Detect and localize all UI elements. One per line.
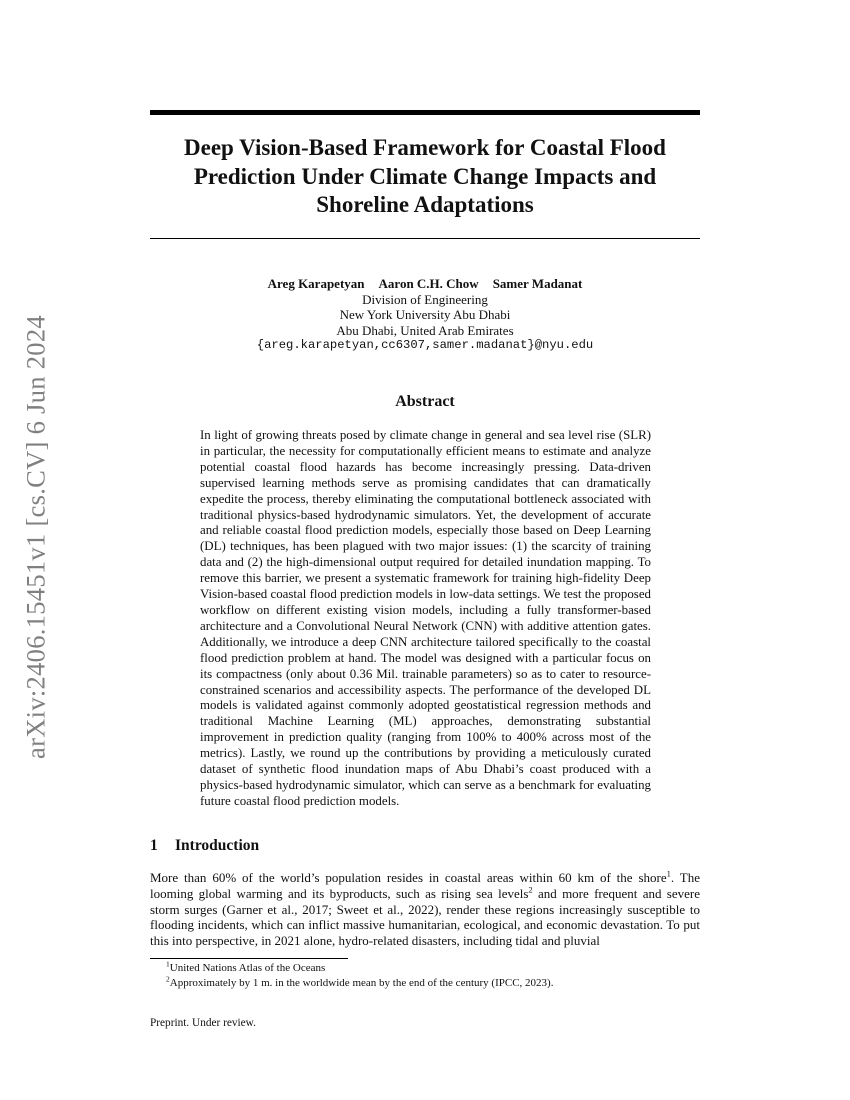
preprint-note: Preprint. Under review. bbox=[150, 1017, 256, 1029]
author-name: Aaron C.H. Chow bbox=[378, 276, 479, 291]
abstract-heading: Abstract bbox=[395, 393, 455, 410]
intro-text-part: and more frequent and severe storm surges (Garner et al., 2017; Sweet et al., 2022), render these regions increasingly susceptible to flooding incidents, which can inflict massive humanitarian, ecological, and economic devastation. To put this into perspective, in 2021 alone, hydro-related disasters, including tidal and pluvial bbox=[150, 885, 700, 949]
affiliation-division: Division of Engineering bbox=[362, 291, 488, 307]
footnote-text: United Nations Atlas of the Oceans bbox=[169, 962, 326, 974]
author-name: Areg Karapetyan bbox=[267, 276, 365, 291]
title-bottom-rule bbox=[150, 238, 700, 239]
footnote-mark: 2 bbox=[166, 973, 170, 983]
footnote-ref: 1 bbox=[666, 868, 671, 879]
footnote-mark: 1 bbox=[166, 959, 170, 969]
section-number: 1 bbox=[150, 837, 158, 854]
arxiv-identifier: arXiv:2406.15451v1 [cs.CV] 6 Jun 2024 bbox=[20, 315, 51, 759]
introduction-paragraph bbox=[150, 870, 700, 949]
author-block bbox=[150, 276, 700, 354]
footnote bbox=[166, 973, 700, 991]
affiliation-university: New York University Abu Dhabi bbox=[339, 307, 511, 322]
section-title: Introduction bbox=[175, 837, 260, 854]
affiliation-location: Abu Dhabi, United Arab Emirates bbox=[336, 322, 514, 338]
footnote-text: Approximately by 1 m. in the worldwide mean by the end of the century (IPCC, 2023). bbox=[169, 976, 554, 989]
intro-text-part: . The looming global warming and its byproducts, such as rising sea levels bbox=[150, 870, 700, 901]
abstract-text: In light of growing threats posed by climate change in general and sea level rise (SLR) in particular, the necessity for computationally efficient means to estimate and analyze potential coastal flood hazards has become increasingly pressing. Data-driven supervised learning methods serve as promising candidates that can dramatically expedite the process, thereby eliminating the computational bottleneck associated with traditional physics-based hydrodynamic simulators. Yet, the development of accurate and reliable coastal flood prediction models, especially those based on Deep Learning (DL) techniques, has been plagued with two major issues: (1) the scarcity of training data and (2) the high-dimensional output required for detailed inundation mapping. To remove this barrier, we present a systematic framework for training high-fidelity Deep Vision-based coastal flood prediction models in low-data settings. We test the proposed workflow on different existing vision models, including a fully transformer-based architecture and a Convolutional Neural Network (CNN) with additive attention gates. Additionally, we introduce a deep CNN architecture tailored specifically to the coastal flood prediction problem at hand. The model was designed with a particular focus on its compactness (only about 0.36 Mil. trainable parameters) so as to cater to resource-constrained scenarios and accessibility aspects. The performance of the developed DL models is validated against commonly adopted geostatistical regression methods and traditional Machine Learning (ML) approaches, demonstrating substantial improvement in prediction quality (ranging from 100% to 400% across most of the metrics). Lastly, we round up the contributions by providing a meticulously curated dataset of synthetic flood inundation maps of Abu Dhabi’s coast produced with a physics-based hydrodynamic simulator, which can serve as a benchmark for evaluating future coastal flood prediction models. bbox=[200, 428, 651, 808]
section-heading-introduction bbox=[150, 836, 259, 856]
author-email: {areg.karapetyan,cc6307,samer.madanat}@nyu.edu bbox=[256, 338, 594, 352]
footnote bbox=[166, 961, 700, 976]
title-top-rule bbox=[150, 110, 700, 115]
footnotes bbox=[166, 961, 700, 990]
intro-text-part: More than 60% of the world’s population resides in coastal areas within 60 km of the shore bbox=[150, 870, 667, 885]
paper-title: Deep Vision-Based Framework for Coastal Flood Prediction Under Climate Change Impacts and Shoreline Adaptations bbox=[184, 135, 666, 217]
author-names bbox=[150, 276, 700, 292]
footnote-ref: 2 bbox=[528, 884, 533, 895]
footnote-rule bbox=[150, 958, 348, 959]
author-name: Samer Madanat bbox=[492, 276, 583, 291]
